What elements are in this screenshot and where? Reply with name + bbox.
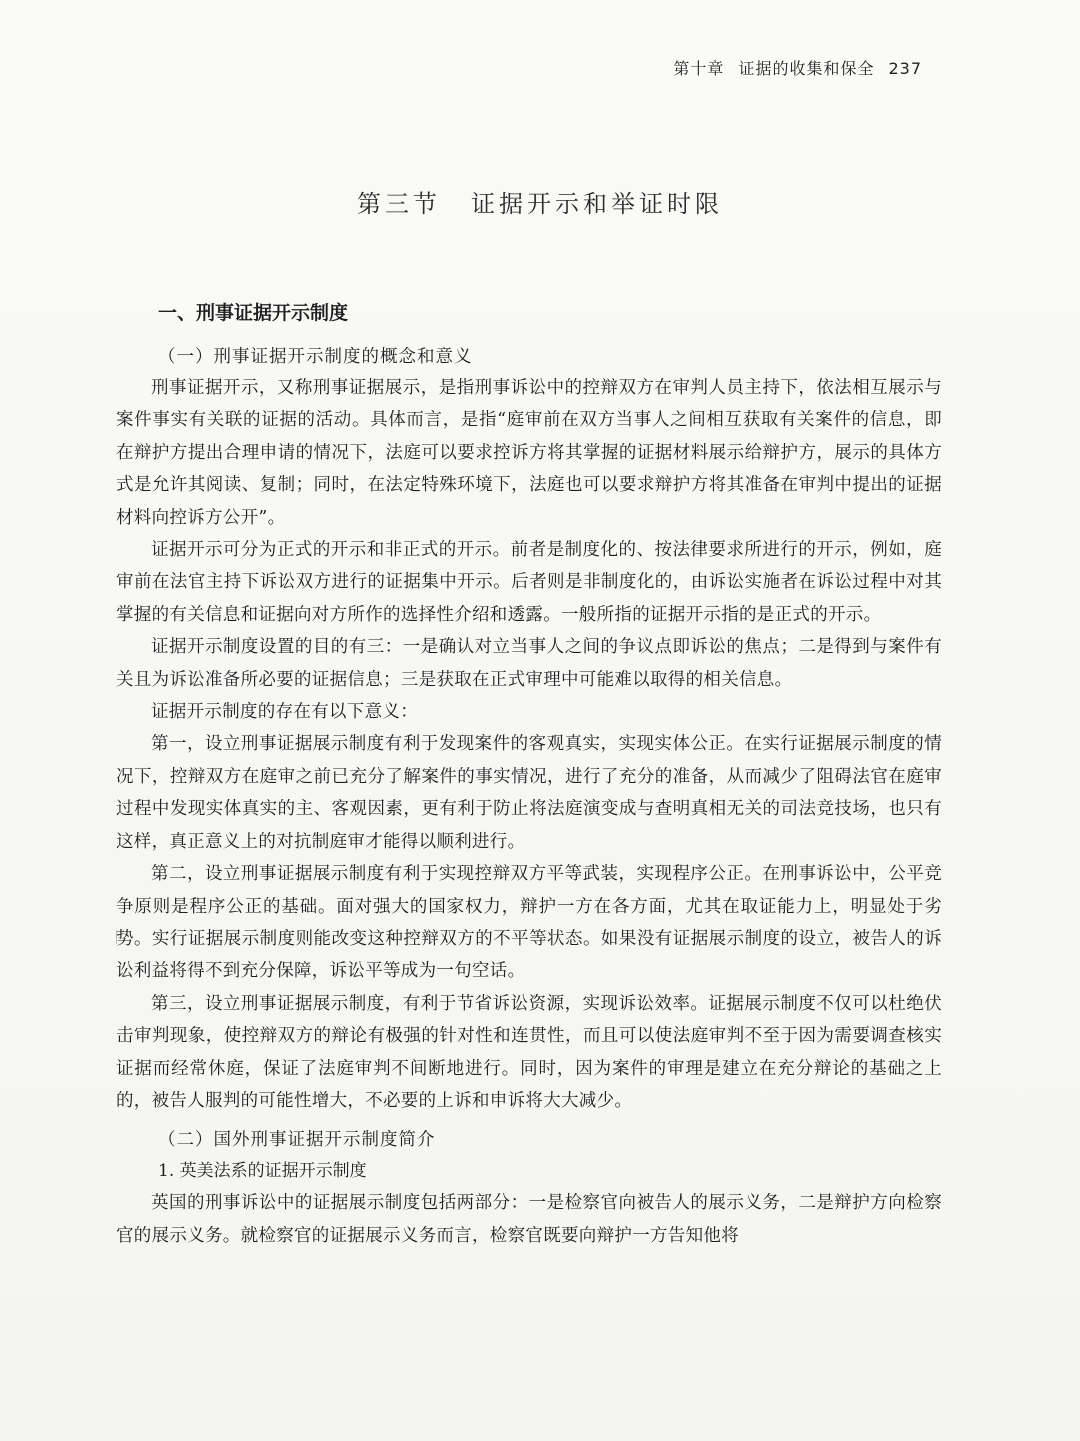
body-text: [116, 298, 942, 1252]
paragraph: 第三，设立刑事证据展示制度，有利于节省诉讼资源，实现诉讼效率。证据展示制度不仅可以杜绝伏击审判现象，使控辩双方的辩论有极强的针对性和连贯性，而且可以使法庭审判不至于因为需要调查核实证据而经常休庭，保证了法庭审判不间断地进行。同时，因为案件的审理是建立在充分辩论的基础之上的，被告人服判的可能性增大，不必要的上诉和申诉将大大减少。: [116, 993, 942, 1111]
paragraph: 证据开示可分为正式的开示和非正式的开示。前者是制度化的、按法律要求所进行的开示，例如，庭审前在法官主持下诉讼双方进行的证据集中开示。后者则是非制度化的，由诉讼实施者在诉讼过程中对其掌握的有关信息和证据向对方所作的选择性介绍和透露。一般所指的证据开示指的是正式的开示。: [116, 540, 942, 625]
subheading-foreign-systems: （二）国外刑事证据开示制度简介: [158, 1130, 436, 1151]
paragraph: 证据开示制度的存在有以下意义：: [151, 702, 418, 723]
paragraph: 第一，设立刑事证据展示制度有利于发现案件的客观真实，实现实体公正。在实行证据展示制度的情况下，控辩双方在庭审之前已充分了解案件的事实情况，进行了充分的准备，从而减少了阻碍法官在庭审过程中发现实体真实的主、客观因素，更有利于防止将法庭演变成与查明真相无关的司法竞技场，也只有这样，真正意义上的对抗制庭审才能得以顺利进行。: [116, 734, 942, 852]
section-title-text: 证据开示和举证时限: [471, 190, 723, 218]
section-title: [0, 184, 1080, 219]
paragraph: 第二，设立刑事证据展示制度有利于实现控辩双方平等武装，实现程序公正。在刑事诉讼中，公平竞争原则是程序公正的基础。面对强大的国家权力，辩护一方在各方面，尤其在取证能力上，明显处于劣势。实行证据展示制度则能改变这种控辩双方的不平等状态。如果没有证据展示制度的设立，被告人的诉讼利益将得不到充分保障，诉讼平等成为一句空话。: [116, 864, 942, 982]
paragraph: 刑事证据开示，又称刑事证据展示，是指刑事诉讼中的控辩双方在审判人员主持下，依法相互展示与案件事实有关联的证据的活动。具体而言，是指“庭审前在双方当事人之间相互获取有关案件的信息，即在辩护方提出合理申请的情况下，法庭可以要求控诉方将其掌握的证据材料展示给辩护方，展示的具体方式是允许其阅读、复制；同时，在法定特殊环境下，法庭也可以要求辩护方将其准备在审判中提出的证据材料向控诉方公开”。: [116, 378, 942, 528]
section-label: 第三节: [357, 190, 441, 218]
paragraph: 证据开示制度设置的目的有三：一是确认对立当事人之间的争议点即诉讼的焦点；二是得到与案件有关且为诉讼准备所必要的证据信息；三是获取在正式审理中可能难以取得的相关信息。: [116, 637, 942, 690]
subheading-concept-and-significance: （一）刑事证据开示制度的概念和意义: [158, 347, 473, 367]
subheading-anglo-american: 1. 英美法系的证据开示制度: [158, 1161, 367, 1182]
running-header: [673, 56, 922, 79]
chapter-title: 证据的收集和保全: [738, 59, 875, 78]
paragraph: 英国的刑事诉讼中的证据展示制度包括两部分：一是检察官向被告人的展示义务，二是辩护方向检察官的展示义务。就检察官的证据展示义务而言，检察官既要向辩护一方告知他将: [116, 1193, 942, 1246]
heading-criminal-evidence-disclosure: 一、刑事证据开示制度: [158, 302, 349, 324]
page-number: 237: [888, 59, 922, 78]
chapter-number: 第十章: [673, 59, 725, 78]
